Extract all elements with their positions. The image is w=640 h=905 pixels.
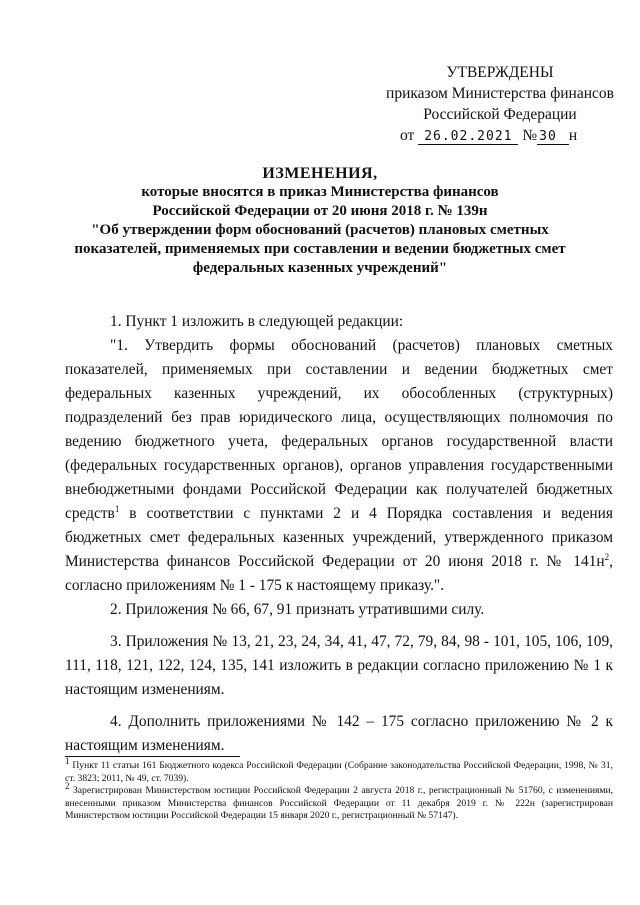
approval-issuer: приказом Министерства финансов xyxy=(386,85,614,102)
paragraph-1-text xyxy=(65,334,613,598)
title-main: ИЗМЕНЕНИЯ, xyxy=(262,165,378,182)
title-line: федеральных казенных учреждений" xyxy=(192,260,448,276)
footnotes xyxy=(65,756,613,823)
title-line: показателей, применяемых при составлении и ведении бюджетных смет xyxy=(74,241,566,257)
footnote-ref-2: 2 xyxy=(604,551,610,562)
footnote-2-mark: 2 xyxy=(65,780,70,791)
footnote-2 xyxy=(65,780,613,823)
document-body xyxy=(65,310,613,758)
footnote-divider xyxy=(65,756,240,757)
approval-date: 26.02.2021 xyxy=(418,129,518,145)
title-line: которые вносятся в приказ Министерства финансов xyxy=(141,184,499,200)
footnote-2-text: Зарегистрирован Министерством юстиции Российской Федерации 2 августа 2018 г., регистрационный № 51760, с изменениями, внесенными приказом Министерства финансов Российской Федерации от 11 декабря 2019 г. № 222н (зарегистрирован Министерством юстиции Российской Федерации 15 января 2020 г., регистрационный № 57147). xyxy=(65,785,613,821)
approval-date-line xyxy=(380,125,620,147)
approval-heading: УТВЕРЖДЕНЫ xyxy=(446,64,554,81)
paragraph-2: 2. Приложения № 66, 67, 91 признать утратившими силу. xyxy=(110,601,485,618)
title-line: "Об утверждении форм обоснований (расчетов) плановых сметных xyxy=(91,222,549,238)
paragraph-1-text-a: "1. Утвердить формы обоснований (расчетов) плановых сметных показателей, применяемых при составлении и ведении бюджетных смет федеральных казенных учреждений, их обособленных (структурных) подразделений без прав юридического лица, осуществляющих полномочия по ведению бюджетного учета, федеральных органов государственной власти (федеральных государственных органов), органов управления государственными внебюджетными фондами Российской Федерации как получателей бюджетных средств xyxy=(65,337,613,522)
footnote-ref-1: 1 xyxy=(114,503,120,514)
date-prefix: от xyxy=(400,127,415,144)
paragraph-1: 1. Пункт 1 изложить в следующей редакции: xyxy=(110,313,404,330)
document-title xyxy=(60,164,580,278)
approval-number: 30 xyxy=(537,129,569,145)
title-line: Российской Федерации от 20 июня 2018 г. № 139н xyxy=(152,203,488,219)
footnote-1-text: Пункт 11 статьи 161 Бюджетного кодекса Российской Федерации (Собрание законодательства Российской Федерации, 1998, № 31, ст. 3823; 2011, № 49, ст. 7039). xyxy=(65,760,613,784)
paragraph-3: 3. Приложения № 13, 21, 23, 24, 34, 41, 47, 72, 79, 84, 98 - 101, 105, 106, 109, 111, 118, 121, 122, 124, 135, 141 изложить в редакции согласно приложению № 1 к настоящим изменениям. xyxy=(65,633,613,698)
footnote-1 xyxy=(65,755,613,785)
paragraph-1-text-b: в соответствии с пунктами 2 и 4 Порядка составления и ведения бюджетных смет федеральных казенных учреждений, утвержденного приказом Министерства финансов Российской Федерации от 20 июня 2018 г. № 141н xyxy=(65,505,613,570)
number-prefix: № xyxy=(522,127,538,144)
footnote-1-mark: 1 xyxy=(65,755,70,766)
number-suffix: н xyxy=(568,127,578,144)
approval-stamp xyxy=(380,62,620,147)
paragraph-1-text-c: , согласно приложениям № 1 - 175 к настоящему приказу.". xyxy=(65,553,613,594)
paragraph-4: 4. Дополнить приложениями № 142 – 175 согласно приложению № 2 к настоящим изменениям. xyxy=(65,713,613,754)
approval-issuer-country: Российской Федерации xyxy=(423,106,577,123)
